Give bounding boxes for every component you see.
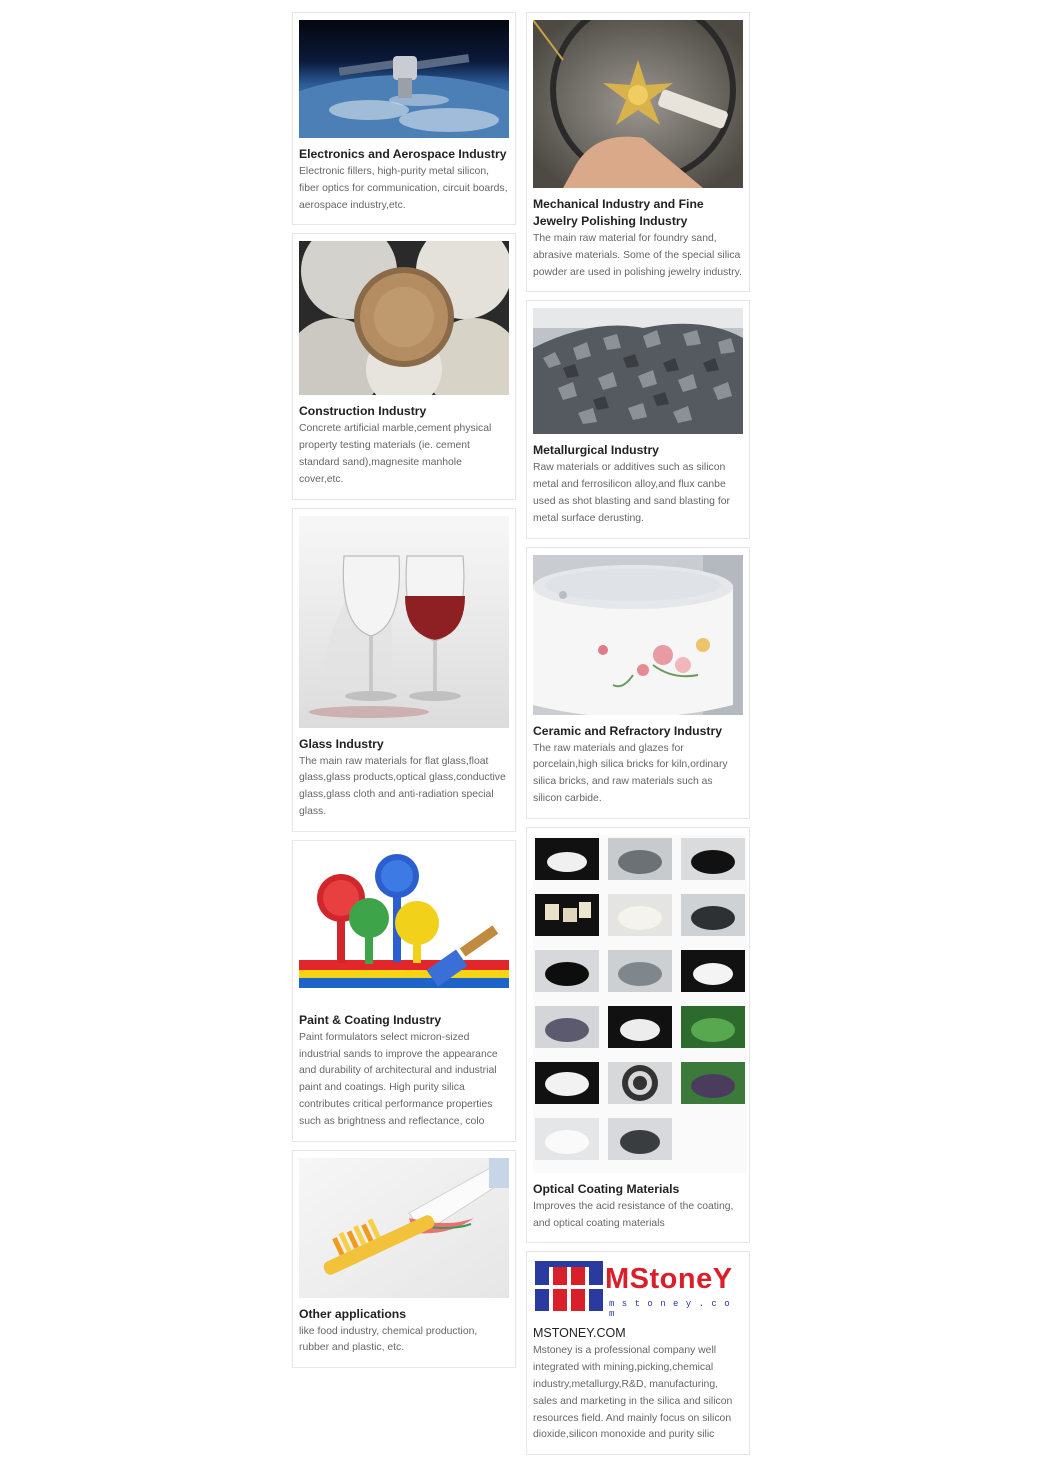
wine-glasses-image: [299, 516, 509, 728]
material-sample: [608, 1118, 673, 1170]
material-sample: [535, 950, 600, 1002]
card-title: Optical Coating Materials: [533, 1181, 680, 1196]
card-title: Paint & Coating Industry: [299, 1012, 442, 1027]
card-glass[interactable]: [292, 508, 516, 832]
card-description: The main raw materials for flat glass,float glass,glass products,optical glass,conductive glass,glass cloth and anti-radiation special glass.: [299, 755, 506, 817]
card-mstoney[interactable]: [526, 1251, 750, 1455]
card-paint[interactable]: [292, 840, 516, 1142]
material-sample: [608, 950, 673, 1002]
card-description: Improves the acid resistance of the coating, and optical coating materials: [533, 1200, 734, 1229]
material-sample: [680, 1062, 745, 1114]
card-metallurgical[interactable]: [526, 300, 750, 538]
card-title: Ceramic and Refractory Industry: [533, 723, 722, 738]
material-sample: [680, 838, 745, 890]
card-title: Construction Industry: [299, 404, 427, 419]
satellite-earth-image: [299, 20, 509, 138]
card-title: MSTONEY.COM: [533, 1326, 626, 1341]
mstoney-logo-image: [533, 1259, 743, 1317]
card-title: Electronics and Aerospace Industry: [299, 147, 507, 161]
material-sample: [680, 950, 745, 1002]
material-sample: [535, 1062, 600, 1114]
silicon-metal-pile-image: [533, 308, 743, 434]
material-sample: [535, 1118, 600, 1170]
ceramic-basin-image: [533, 555, 743, 715]
card-other[interactable]: [292, 1150, 516, 1369]
material-sample: [535, 1006, 600, 1058]
card-title: Metallurgical Industry: [533, 443, 659, 458]
card-electronics[interactable]: [292, 12, 516, 225]
jewelry-polishing-image: [533, 20, 743, 188]
logo-subtext: m s t o n e y . c o m: [609, 1299, 731, 1318]
card-description: like food industry, chemical production, rubber and plastic, etc.: [299, 1325, 478, 1354]
card-description: Electronic fillers, high-purity metal silicon, fiber optics for communication, circuit boards, aerospace industry,etc.: [299, 166, 508, 211]
left-column: [292, 12, 516, 1376]
card-title: Mechanical Industry and Fine Jewelry Polishing Industry: [533, 197, 704, 228]
material-sample: [535, 894, 600, 946]
material-sample: [680, 894, 745, 946]
material-sample: [608, 1062, 673, 1114]
material-sample: [608, 1006, 673, 1058]
paint-cans-image: [299, 848, 509, 1004]
card-description: The main raw material for foundry sand, abrasive materials. Some of the special silica powder are used in polishing jewelry industry.: [533, 233, 742, 278]
card-optical[interactable]: [526, 827, 750, 1244]
material-sample: [608, 894, 673, 946]
material-sample: [608, 838, 673, 890]
card-description: Concrete artificial marble,cement physical property testing materials (ie. cement standard sand),magnesite manhole cover,etc.: [299, 423, 492, 485]
card-title: Glass Industry: [299, 736, 384, 751]
card-description: The raw materials and glazes for porcelain,high silica bricks for kiln,ordinary silica bricks, and raw materials such as silicon carbide.: [533, 742, 728, 804]
card-description: Raw materials or additives such as silicon metal and ferrosilicon alloy,and flux canbe used as shot blasting and sand blasting for metal surface derusting.: [533, 462, 730, 524]
material-sample: [535, 838, 600, 890]
card-ceramic[interactable]: [526, 547, 750, 819]
optical-materials-grid-image: [533, 835, 747, 1173]
material-sample: [680, 1006, 745, 1058]
logo-wordmark: MStoneY: [605, 1263, 733, 1296]
sand-bowls-image: [299, 241, 509, 395]
right-column: [526, 12, 750, 1463]
card-construction[interactable]: [292, 233, 516, 499]
card-description: Mstoney is a professional company well integrated with mining,picking,chemical industry,metallurgy,R&D, manufacturing, sales and marketing in the silica and silicon resources field. And mainly focus on silicon dioxide,silicon monoxide and purity silic: [533, 1345, 733, 1441]
toothbrush-toothpaste-image: [299, 1158, 509, 1298]
card-mechanical[interactable]: [526, 12, 750, 292]
card-description: Paint formulators select micron-sized industrial sands to improve the appearance and durability of architectural and industrial paint and coatings. High purity silica contributes critical performance properties such as brightness and reflectance, colo: [299, 1031, 498, 1127]
card-title: Other applications: [299, 1306, 406, 1321]
